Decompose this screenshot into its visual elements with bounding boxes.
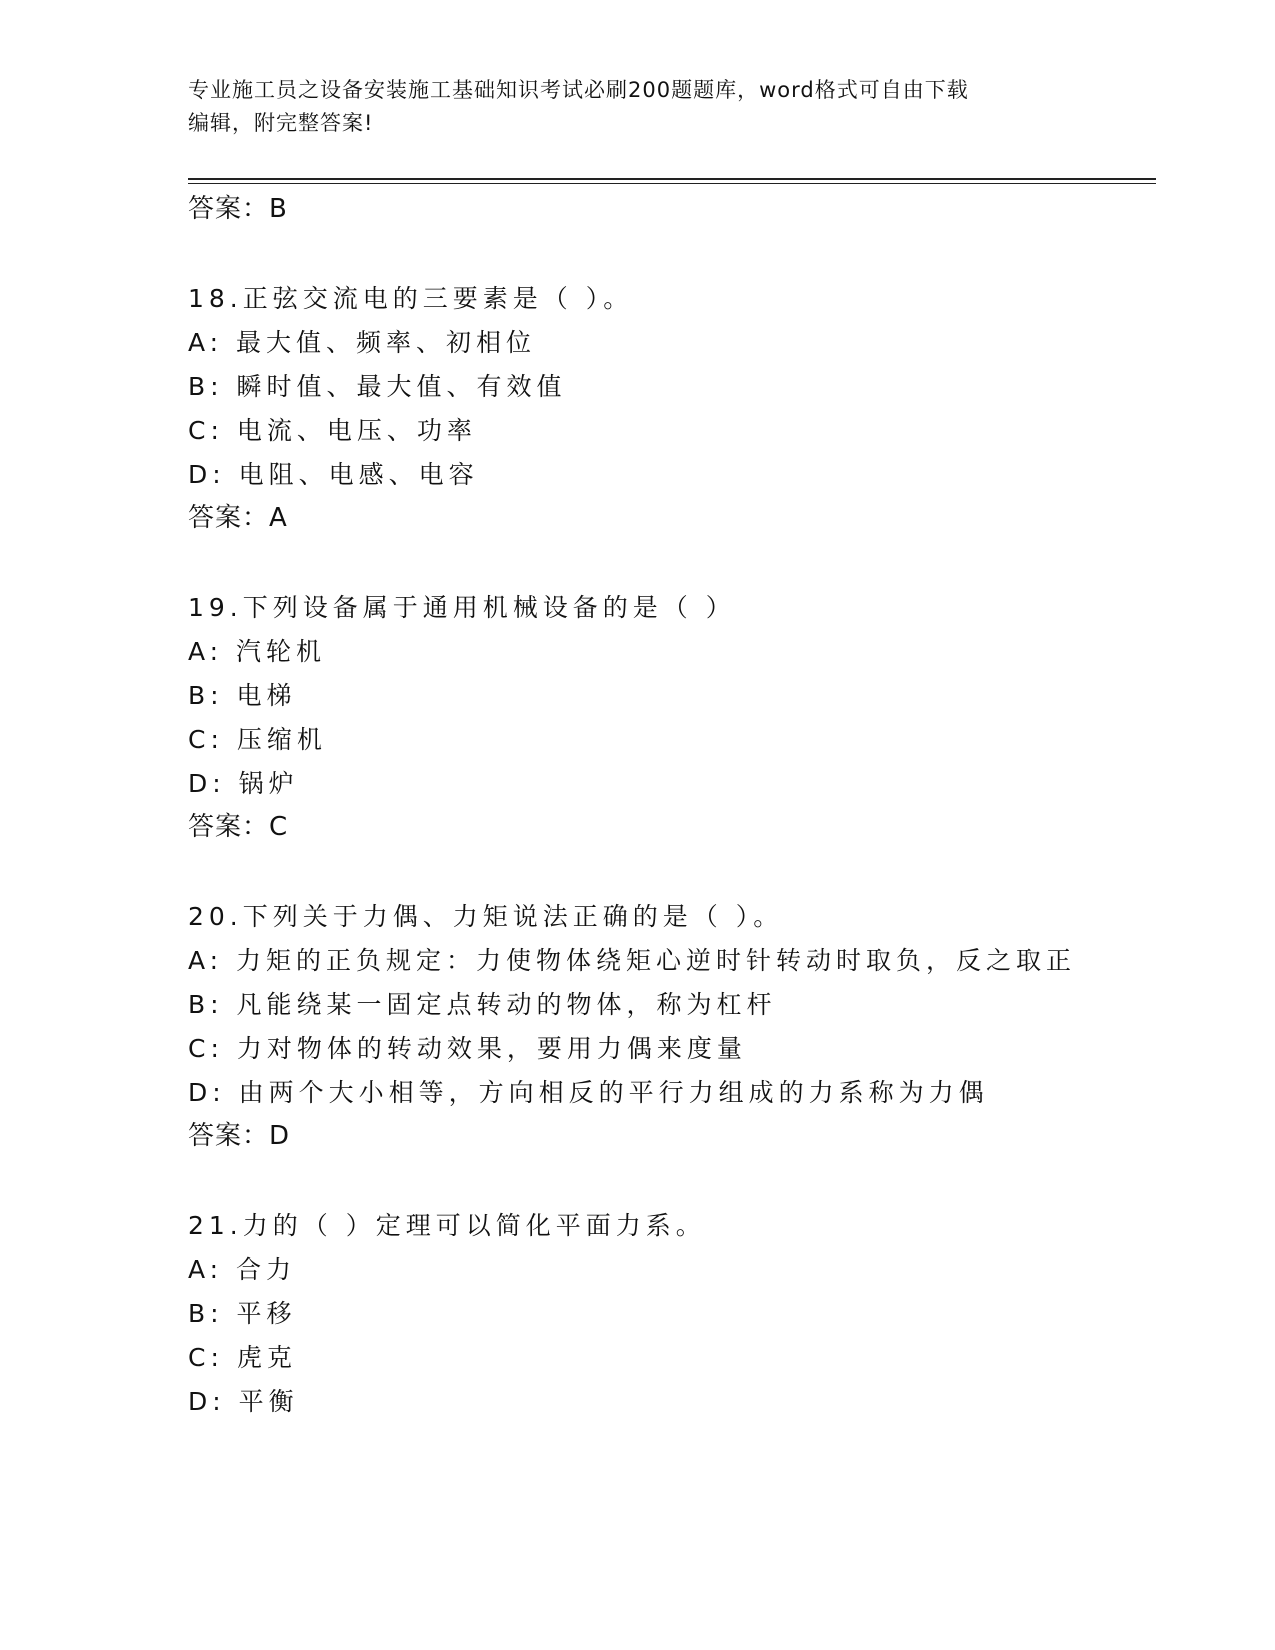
question-21-option-b: B: 平移: [188, 1299, 297, 1328]
header-title-line-2: 编辑，附完整答案!: [188, 111, 374, 135]
answer-18: 答案：A: [188, 503, 288, 533]
answer-19: 答案：C: [188, 812, 289, 842]
question-18: 18.正弦交流电的三要素是（ ）。: [188, 284, 634, 313]
question-21-option-a: A: 合力: [188, 1255, 297, 1284]
question-20-option-d: D: 由两个大小相等，方向相反的平行力组成的力系称为力偶: [188, 1078, 989, 1107]
question-20-option-c: C: 力对物体的转动效果，要用力偶来度量: [188, 1034, 747, 1063]
question-18-option-d: D: 电阻、电感、电容: [188, 460, 479, 489]
header-divider-thin: [188, 183, 1156, 184]
document-header: [188, 74, 1088, 140]
question-19: 19.下列设备属于通用机械设备的是（ ）: [188, 593, 736, 622]
header-divider-thick: [188, 178, 1156, 180]
question-20-option-b: B: 凡能绕某一固定点转动的物体，称为杠杆: [188, 990, 777, 1019]
answer-20: 答案：D: [188, 1121, 291, 1151]
question-21: 21.力的（ ）定理可以简化平面力系。: [188, 1211, 706, 1240]
question-18-option-c: C: 电流、电压、功率: [188, 416, 477, 445]
question-20-option-a: A: 力矩的正负规定：力使物体绕矩心逆时针转动时取负，反之取正: [188, 946, 1077, 975]
question-18-option-b: B: 瞬时值、最大值、有效值: [188, 372, 567, 401]
question-21-option-c: C: 虎克: [188, 1343, 297, 1372]
question-19-option-d: D: 锅炉: [188, 769, 299, 798]
question-19-option-c: C: 压缩机: [188, 725, 327, 754]
question-21-option-d: D: 平衡: [188, 1387, 299, 1416]
question-20: 20.下列关于力偶、力矩说法正确的是（ ）。: [188, 902, 784, 931]
question-19-option-b: B: 电梯: [188, 681, 297, 710]
answer-17: 答案：B: [188, 194, 288, 224]
question-18-option-a: A: 最大值、频率、初相位: [188, 328, 537, 357]
question-19-option-a: A: 汽轮机: [188, 637, 327, 666]
header-title-line-1: 专业施工员之设备安装施工基础知识考试必刷200题题库，word格式可自由下载: [188, 78, 969, 102]
